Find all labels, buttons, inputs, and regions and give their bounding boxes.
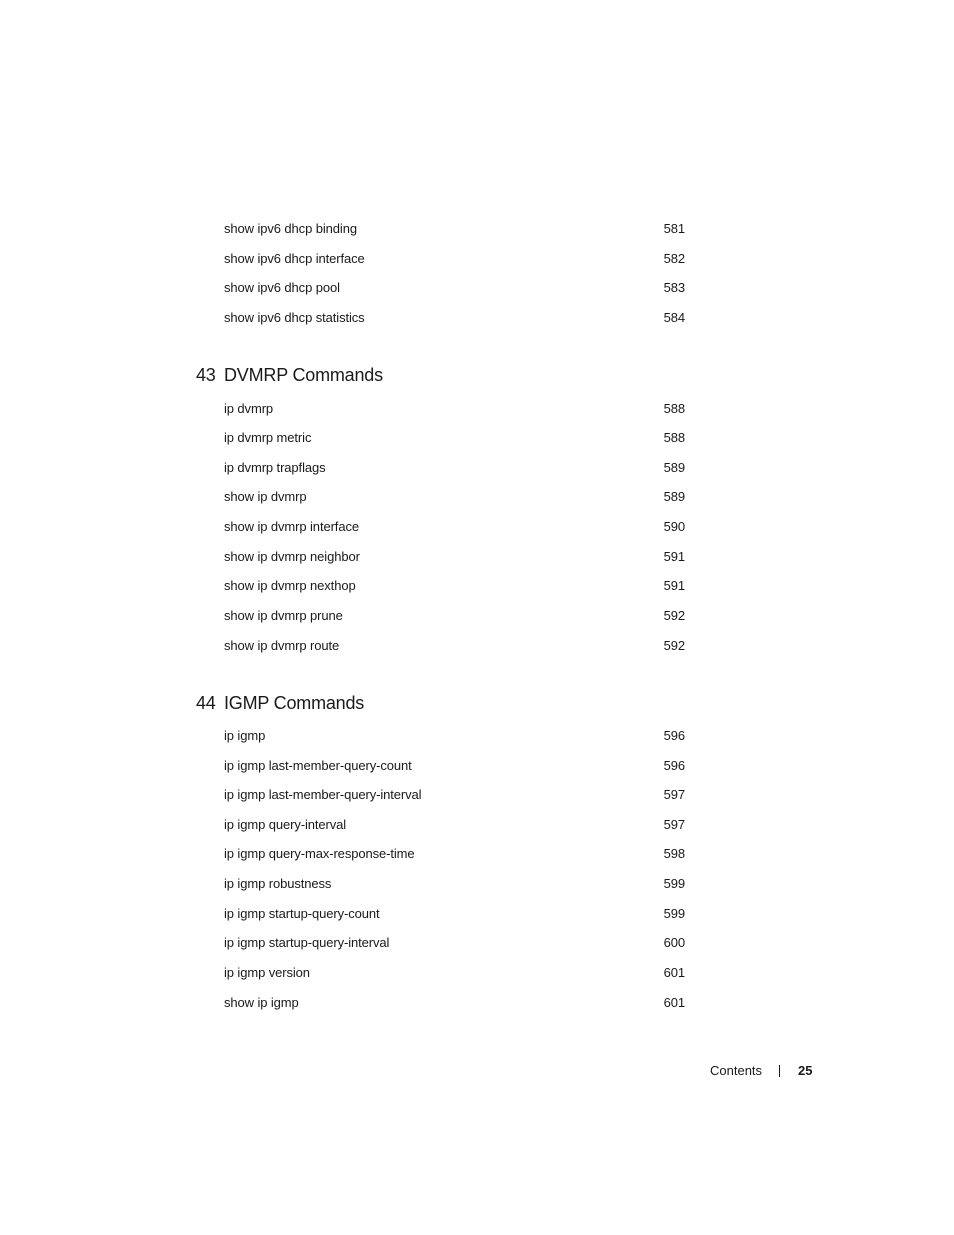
toc-entry-page: 596 <box>663 728 685 743</box>
toc-entry[interactable] <box>224 606 685 626</box>
toc-entry[interactable] <box>224 219 685 239</box>
toc-entry[interactable] <box>224 399 685 419</box>
page-number: 25 <box>798 1063 813 1078</box>
toc-entry[interactable] <box>224 517 685 537</box>
toc-entry[interactable] <box>224 458 685 478</box>
toc-entry-label: ip igmp startup-query-count <box>224 906 380 921</box>
toc-entry[interactable] <box>224 249 685 269</box>
toc-entry-page: 589 <box>663 460 685 475</box>
toc-entry-page: 584 <box>663 310 685 325</box>
toc-entry[interactable] <box>224 278 685 298</box>
toc-entry-label: show ip dvmrp interface <box>224 519 359 534</box>
chapter-title: DVMRP Commands <box>224 365 383 385</box>
toc-entry-label: ip igmp startup-query-interval <box>224 935 390 950</box>
toc-entry-label: ip igmp last-member-query-interval <box>224 787 422 802</box>
toc-entry[interactable] <box>224 487 685 507</box>
toc-entry-page: 597 <box>663 817 685 832</box>
toc-entry-label: show ip dvmrp neighbor <box>224 549 360 564</box>
toc-entry-label: show ipv6 dhcp statistics <box>224 310 365 325</box>
toc-entry-page: 601 <box>663 965 685 980</box>
toc-entry-label: ip dvmrp metric <box>224 430 312 445</box>
toc-entry[interactable] <box>224 993 685 1013</box>
toc-entry[interactable] <box>224 844 685 864</box>
toc-entry-label: ip dvmrp <box>224 401 274 416</box>
toc-entry-page: 591 <box>663 549 685 564</box>
toc-entry-page: 596 <box>663 758 685 773</box>
toc-entry-label: ip dvmrp trapflags <box>224 460 326 475</box>
toc-entry-label: ip igmp query-max-response-time <box>224 846 415 861</box>
page-footer <box>700 1061 820 1081</box>
toc-entry[interactable] <box>224 874 685 894</box>
toc-entry-label: show ip dvmrp prune <box>224 608 343 623</box>
toc-entry-label: show ip dvmrp <box>224 489 307 504</box>
toc-entry[interactable] <box>224 576 685 596</box>
toc-entry-page: 599 <box>663 906 685 921</box>
toc-entry-label: show ipv6 dhcp pool <box>224 280 340 295</box>
toc-entry[interactable] <box>224 815 685 835</box>
toc-entry-page: 589 <box>663 489 685 504</box>
toc-entry-page: 588 <box>663 430 685 445</box>
toc-entry-page: 598 <box>663 846 685 861</box>
toc-entry-page: 599 <box>663 876 685 891</box>
toc-entry-label: ip igmp query-interval <box>224 817 347 832</box>
toc-entry[interactable] <box>224 547 685 567</box>
toc-entry[interactable] <box>224 904 685 924</box>
toc-entry-page: 583 <box>663 280 685 295</box>
toc-entry-label: show ip dvmrp route <box>224 638 340 653</box>
toc-entry-page: 591 <box>663 578 685 593</box>
toc-entry[interactable] <box>224 756 685 776</box>
toc-entry-label: show ipv6 dhcp binding <box>224 221 357 236</box>
toc-entry[interactable] <box>224 933 685 953</box>
toc-entry-label: show ipv6 dhcp interface <box>224 251 365 266</box>
footer-label: Contents <box>710 1063 763 1078</box>
toc-entry-label: show ip igmp <box>224 995 299 1010</box>
toc-entry-label: ip igmp version <box>224 965 310 980</box>
toc-entry-label: ip igmp last-member-query-count <box>224 758 412 773</box>
toc-entry-page: 590 <box>663 519 685 534</box>
chapter-number: 44 <box>196 693 216 713</box>
toc-entry-page: 592 <box>663 608 685 623</box>
toc-entry-label: ip igmp <box>224 728 266 743</box>
toc-entry[interactable] <box>224 308 685 328</box>
toc-entry-page: 597 <box>663 787 685 802</box>
toc-entry-label: show ip dvmrp nexthop <box>224 578 356 593</box>
toc-entry-page: 582 <box>663 251 685 266</box>
footer-separator <box>779 1065 780 1077</box>
chapter-number: 43 <box>196 365 216 385</box>
chapter-title: IGMP Commands <box>224 693 365 713</box>
toc-entry-page: 581 <box>663 221 685 236</box>
toc-entry[interactable] <box>224 636 685 656</box>
toc-entry-page: 592 <box>663 638 685 653</box>
toc-entry[interactable] <box>224 785 685 805</box>
toc-entry[interactable] <box>224 428 685 448</box>
toc-entry-page: 600 <box>663 935 685 950</box>
toc-entry-page: 588 <box>663 401 685 416</box>
toc-entry-page: 601 <box>663 995 685 1010</box>
toc-entry[interactable] <box>224 726 685 746</box>
toc-entry[interactable] <box>224 963 685 983</box>
toc-entry-label: ip igmp robustness <box>224 876 332 891</box>
